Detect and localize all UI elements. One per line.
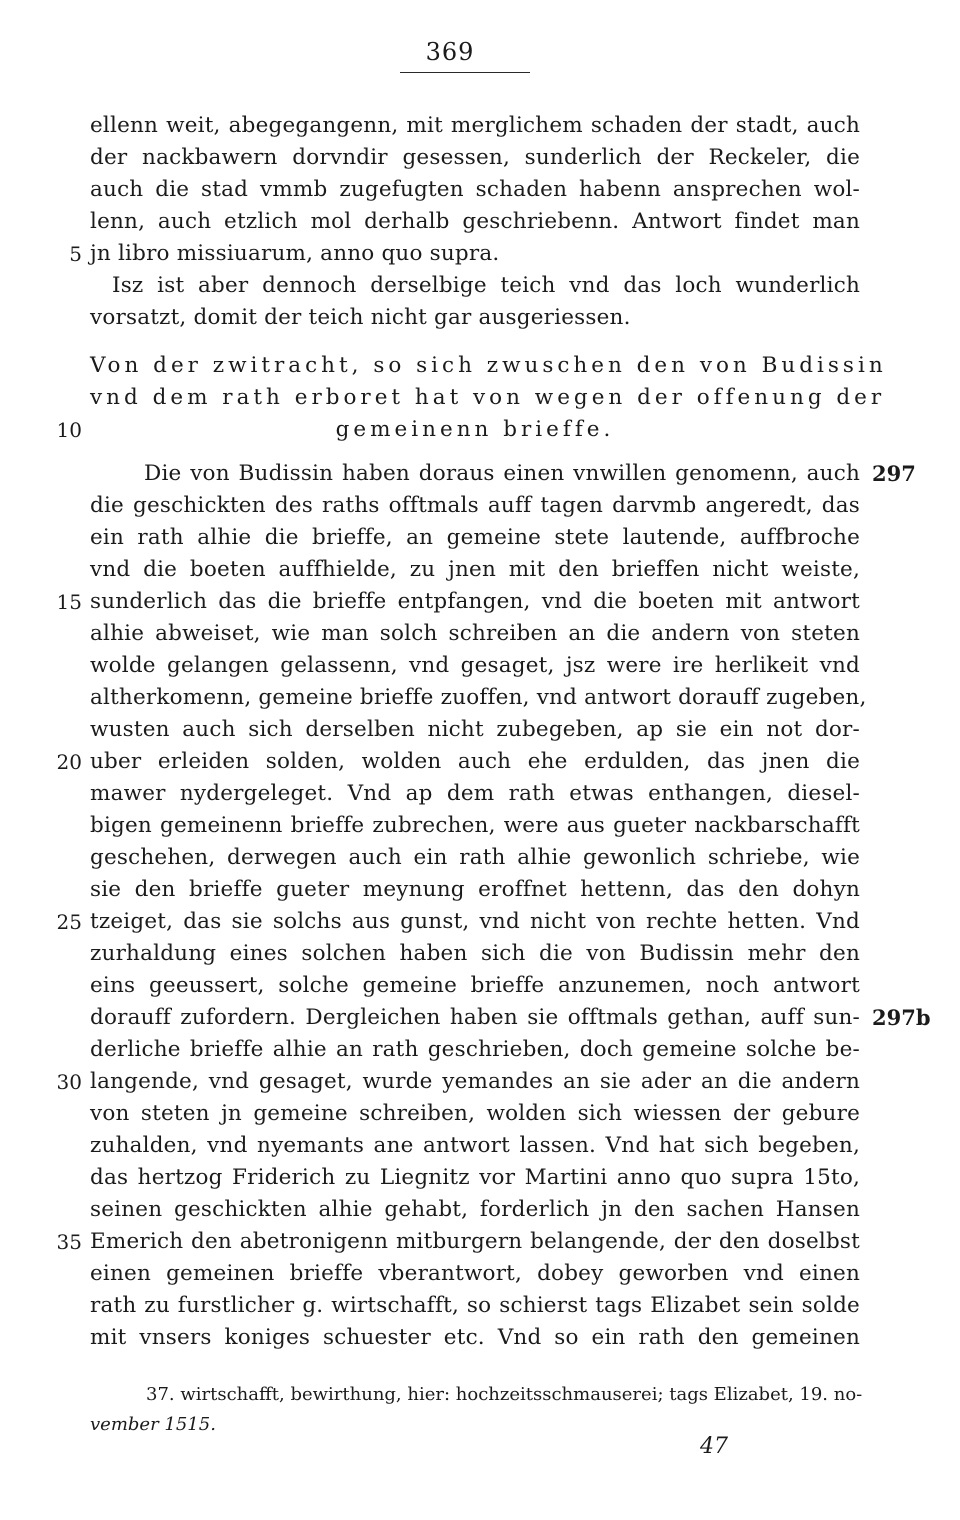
line-number: 10: [56, 418, 82, 442]
text-line: die geschickten des raths offtmals auff tagen darvmb angeredt, das: [90, 493, 860, 518]
footnote-line: vember 1515.: [90, 1414, 216, 1435]
text-line: wolde gelangen gelassenn, vnd gesaget, jsz were ire herlikeit vnd: [90, 653, 860, 678]
text-line: vorsatzt, domit der teich nicht gar ausgeriessen.: [90, 305, 631, 330]
line-number: 25: [56, 910, 82, 934]
text-line: einen gemeinen brieffe vberantwort, dobey geworben vnd einen: [90, 1261, 860, 1286]
text-line: das hertzog Friderich zu Liegnitz vor Martini anno quo supra 15to,: [90, 1165, 860, 1190]
text-line: zurhaldung eines solchen haben sich die von Budissin mehr den: [90, 941, 860, 966]
text-line: Isz ist aber dennoch derselbige teich vnd das loch wunderlich: [112, 273, 860, 298]
text-line: seinen geschickten alhie gehabt, forderlich jn den sachen Hansen: [90, 1197, 860, 1222]
text-line: alhie abweiset, wie man solch schreiben an die andern von steten: [90, 621, 860, 646]
heading-line: vnd dem rath erboret hat von wegen der offenung der: [90, 385, 886, 410]
text-line: lenn, auch etzlich mol derhalb geschriebenn. Antwort findet man: [90, 209, 860, 234]
text-line: jn libro missiuarum, anno quo supra.: [90, 241, 500, 266]
text-line: uber erleiden solden, wolden auch ehe erdulden, das jnen die: [90, 749, 860, 774]
text-line: wusten auch sich derselben nicht zubegeben, ap sie ein not dor-: [90, 717, 860, 742]
line-number: 20: [56, 750, 82, 774]
text-line: ein rath alhie die brieffe, an gemeine stete lautende, auffbroche: [90, 525, 860, 550]
margin-note: 297: [872, 461, 916, 486]
signature-mark: 47: [700, 1434, 728, 1459]
text-line: mit vnsers koniges schuester etc. Vnd so ein rath den gemeinen: [90, 1325, 860, 1350]
text-line: der nackbawern dorvndir gesessen, sunderlich der Reckeler, die: [90, 145, 860, 170]
footnote-line: 37. wirtschafft, bewirthung, hier: hochzeitsschmauserei; tags Elizabet, 19. no-: [146, 1384, 863, 1405]
text-line: rath zu furstlicher g. wirtschafft, so schierst tags Elizabet sein solde: [90, 1293, 860, 1318]
heading-line: gemeinenn brieffe.: [335, 417, 615, 442]
text-line: tzeiget, das sie solchs aus gunst, vnd nicht von rechte hetten. Vnd: [90, 909, 860, 934]
heading-line: Von der zwitracht, so sich zwuschen den von Budissin: [90, 353, 887, 378]
text-line: vnd die boeten auffhielde, zu jnen mit den brieffen nicht weiste,: [90, 557, 860, 582]
text-line: altherkomenn, gemeine brieffe zuoffen, vnd antwort dorauff zugeben,: [90, 685, 867, 710]
line-number: 35: [56, 1230, 82, 1254]
text-line: von steten jn gemeine schreiben, wolden sich wiessen der gebure: [90, 1101, 860, 1126]
text-line: Die von Budissin haben doraus einen vnwillen genomenn, auch: [144, 461, 860, 486]
page-number: 369: [425, 38, 475, 66]
text-line: langende, vnd gesaget, wurde yemandes an sie ader an die andern: [90, 1069, 860, 1094]
text-line: dorauff zufordern. Dergleichen haben sie offtmals gethan, auff sun-: [90, 1005, 860, 1030]
text-line: bigen gemeinenn brieffe zubrechen, were aus gueter nackbarschafft: [90, 813, 860, 838]
margin-note: 297b: [872, 1005, 931, 1030]
line-number: 30: [56, 1070, 82, 1094]
page-number-rule: [400, 72, 530, 73]
text-line: ellenn weit, abegegangenn, mit merglichem schaden der stadt, auch: [90, 113, 860, 138]
text-line: sie den brieffe gueter meynung eroffnet hettenn, das den dohyn: [90, 877, 860, 902]
text-line: geschehen, derwegen auch ein rath alhie gewonlich schriebe, wie: [90, 845, 860, 870]
text-line: zuhalden, vnd nyemants ane antwort lassen. Vnd hat sich begeben,: [90, 1133, 860, 1158]
line-number: 15: [56, 590, 82, 614]
text-line: sunderlich das die brieffe entpfangen, vnd die boeten mit antwort: [90, 589, 860, 614]
text-line: eins geeussert, solche gemeine brieffe anzunemen, noch antwort: [90, 973, 860, 998]
text-line: auch die stad vmmb zugefugten schaden habenn ansprechen wol-: [90, 177, 860, 202]
text-line: mawer nydergeleget. Vnd ap dem rath etwas enthangen, diesel-: [90, 781, 860, 806]
line-number: 5: [69, 242, 82, 266]
text-line: Emerich den abetronigenn mitburgern belangende, der den doselbst: [90, 1229, 860, 1254]
text-line: derliche brieffe alhie an rath geschrieben, doch gemeine solche be-: [90, 1037, 860, 1062]
